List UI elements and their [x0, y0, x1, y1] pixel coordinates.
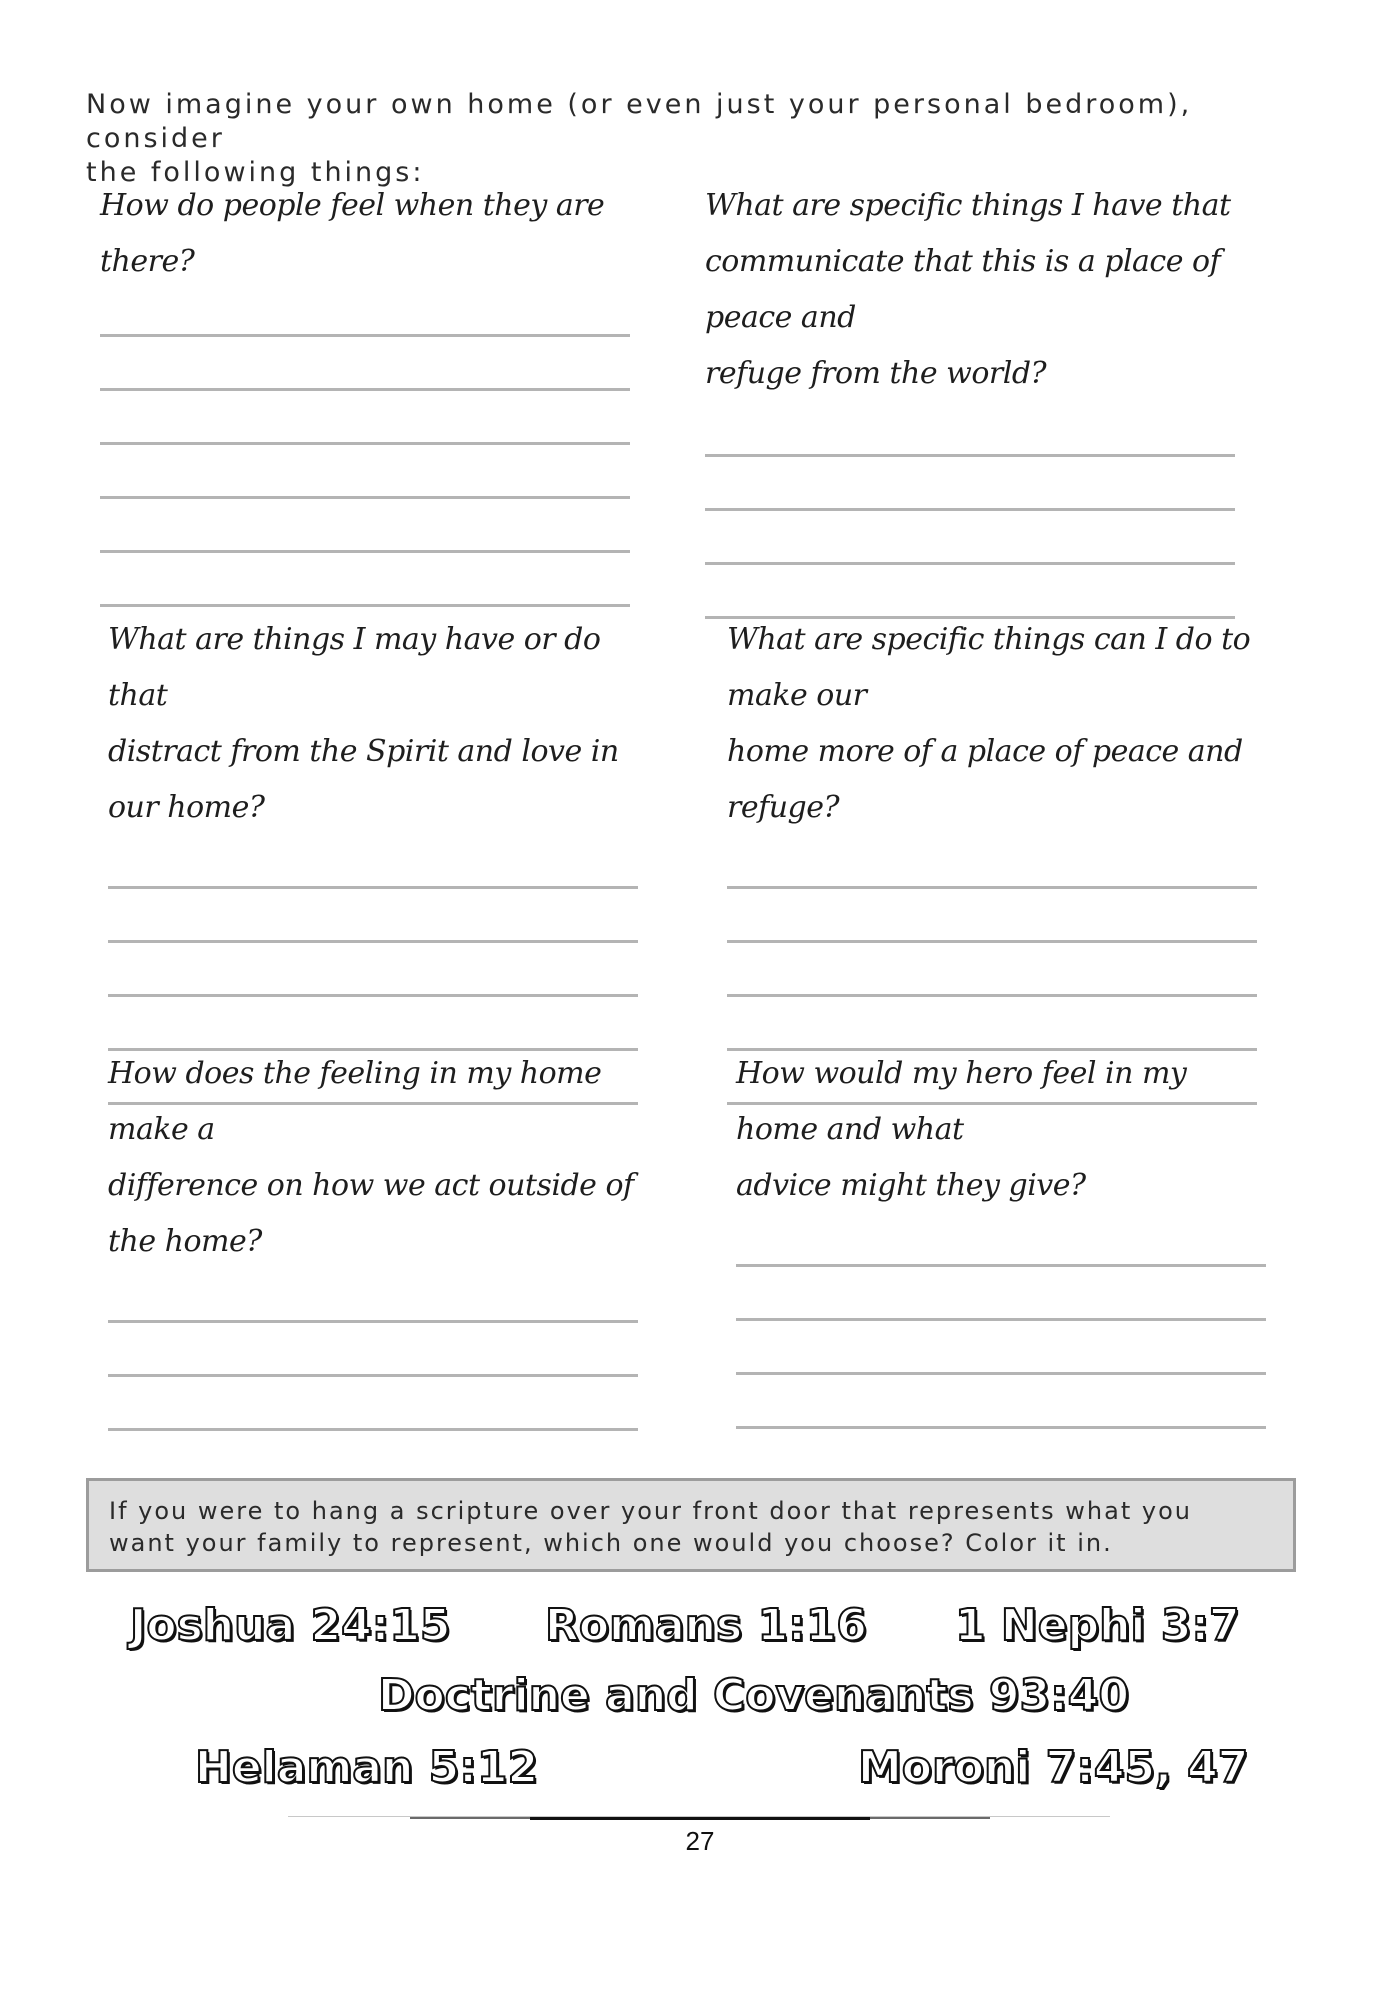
- answer-line[interactable]: [705, 454, 1235, 457]
- question-block-3: [108, 612, 638, 836]
- question-text: [108, 612, 638, 836]
- scripture-doctrine-covenants[interactable]: Doctrine and Covenants 93:40: [378, 1670, 1129, 1721]
- question-text: [100, 178, 630, 290]
- scripture-helaman[interactable]: Helaman 5:12: [195, 1742, 539, 1793]
- answer-line[interactable]: [100, 388, 630, 391]
- question-line: What are things I may have or do that: [108, 622, 601, 713]
- answer-line[interactable]: [100, 442, 630, 445]
- scripture-1-nephi[interactable]: 1 Nephi 3:7: [955, 1600, 1240, 1651]
- answer-line[interactable]: [108, 1428, 638, 1431]
- instruction-box: [86, 1478, 1296, 1572]
- answer-line[interactable]: [727, 886, 1257, 889]
- answer-line[interactable]: [108, 1320, 638, 1323]
- question-line: difference on how we act outside of the home?: [108, 1168, 634, 1259]
- scripture-joshua[interactable]: Joshua 24:15: [130, 1600, 451, 1651]
- question-block-5: [108, 1046, 638, 1270]
- answer-line[interactable]: [108, 1374, 638, 1377]
- intro-line-1: Now imagine your own home (or even just your personal bedroom), consider: [86, 89, 1193, 154]
- answer-line[interactable]: [736, 1372, 1266, 1375]
- question-block-1: [100, 178, 630, 290]
- answer-line[interactable]: [736, 1318, 1266, 1321]
- page-number: 27: [685, 1826, 715, 1856]
- question-line: How would my hero feel in my home and what: [736, 1056, 1187, 1147]
- answer-line[interactable]: [100, 604, 630, 607]
- answer-line[interactable]: [705, 562, 1235, 565]
- question-line: distract from the Spirit and love in our home?: [108, 734, 619, 825]
- question-line: advice might they give?: [736, 1168, 1086, 1203]
- question-line: home more of a place of peace and refuge?: [727, 734, 1243, 825]
- answer-line[interactable]: [100, 334, 630, 337]
- footer-rule: [530, 1817, 870, 1820]
- scripture-romans[interactable]: Romans 1:16: [545, 1600, 867, 1651]
- intro-text: [86, 88, 1286, 190]
- question-line: What are specific things can I do to make our: [727, 622, 1251, 713]
- answer-line[interactable]: [736, 1264, 1266, 1267]
- answer-line[interactable]: [108, 886, 638, 889]
- answer-line[interactable]: [705, 508, 1235, 511]
- scripture-moroni[interactable]: Moroni 7:45, 47: [858, 1742, 1249, 1793]
- question-line: How does the feeling in my home make a: [108, 1056, 602, 1147]
- question-text: [736, 1046, 1266, 1214]
- answer-line[interactable]: [108, 994, 638, 997]
- question-block-2: [705, 178, 1235, 402]
- answer-line[interactable]: [727, 940, 1257, 943]
- answer-line[interactable]: [727, 994, 1257, 997]
- question-line: communicate that this is a place of peace and: [705, 244, 1221, 335]
- intro-line-2: the following things:: [86, 157, 425, 188]
- instruction-line-1: If you were to hang a scripture over your front door that represents what you: [109, 1497, 1192, 1525]
- question-text: [705, 178, 1235, 402]
- answer-line[interactable]: [108, 940, 638, 943]
- answer-line[interactable]: [100, 550, 630, 553]
- question-text: [727, 612, 1257, 836]
- answer-line[interactable]: [100, 496, 630, 499]
- answer-line[interactable]: [736, 1426, 1266, 1429]
- question-line: How do people feel when they are there?: [100, 188, 605, 279]
- instruction-line-2: want your family to represent, which one would you choose? Color it in.: [109, 1529, 1113, 1557]
- question-block-6: [736, 1046, 1266, 1214]
- question-block-4: [727, 612, 1257, 836]
- question-text: [108, 1046, 638, 1270]
- question-line: refuge from the world?: [705, 356, 1047, 391]
- question-line: What are specific things I have that: [705, 188, 1231, 223]
